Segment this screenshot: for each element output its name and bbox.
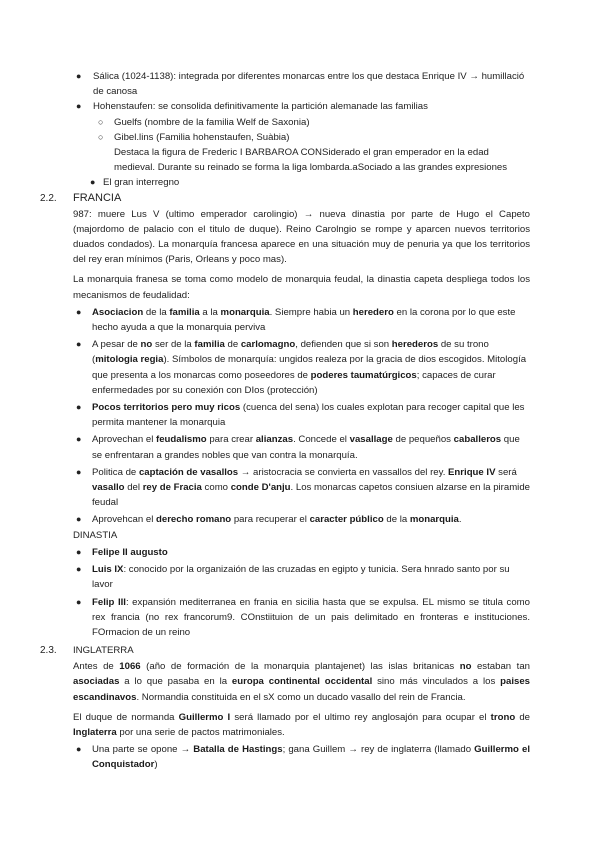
document-body (40, 69, 530, 773)
list-item-text: Pocos territorios pero muy ricos (cuenca del sena) los cuales explotan para recoger capital que les permita mantener la monarquia (92, 402, 525, 429)
bullet-icon: ● (76, 306, 82, 317)
section-title: FRANCIA (73, 191, 122, 204)
list-item-text: Aprovechan el feudalismo para crear alianzas. Concede el vasallage de pequeños caballeros que se enfrentaran a grandes nobles que van contra la monarquía. (92, 434, 520, 461)
francia-intro: 987: muere Lus V (ultimo emperador carolingio) → nueva dinastia por parte de Hugo el Capeto (majordomo de palacio con el titulo de duque). Reino Carolngio se rompe y aparcen nuevos territorios duados condados). La monarquía francesa aparece en una situación muy de penuria ya que los territorios del rey eran mínimos (Paris, Orleans y poco mas). (73, 208, 530, 266)
salica-text: Sálica (1024-1138): integrada por diferentes monarcas entre los que destaca Enrique IV → humillació de canosa (93, 71, 525, 98)
section-heading-inglaterra (40, 643, 530, 659)
list-item-gibellins (40, 130, 530, 145)
gibellins-text: Gibel.lins (Familia hohenstaufen, Suàbia) (114, 131, 290, 143)
list-item-text: Felip III: expansión mediterranea en frania en sicilia hasta que se expulsa. EL mismo se titula como rex francia (no rex francorum9. COnstiituion de un pais delimitado en fronteras e instituciones. FOrmacion de un reino (92, 596, 530, 638)
list-item-text: Asociacion de la familia a la monarquia. Siempre habia un heredero en la corona por lo que este hecho ayuda a que la monarquia perviva (92, 306, 516, 334)
hohenstaufen-text: Hohenstaufen: se consolida definitivamente la partición alemanade las familias (93, 101, 428, 113)
bullet-icon: ● (76, 514, 82, 525)
list-item (40, 742, 530, 772)
bullet-icon: ● (76, 339, 82, 350)
bullet-icon: ● (76, 546, 82, 557)
circle-bullet-icon: ○ (98, 131, 104, 142)
inglaterra-para-2: El duque de normanda Guillermo I será llamado por el ultimo rey anglosajón para ocupar el trono de Inglaterra por una serie de pactos matrimoniales. (73, 711, 530, 738)
guelfs-text: Guelfs (nombre de la familia Welf de Saxonia) (114, 116, 310, 128)
federico-text: Destaca la figura de Frederic I BARBAROA CONSiderado el gran emperador en la edad medieval. Durante su reinado se forma la liga lombarda.aSociado a las grandes expresiones (114, 147, 508, 174)
top-list (40, 69, 530, 191)
list-item-text: Politica de captación de vasallos → aristocracia se convierta en vassallos del rey. Enrique IV será vasallo del rey de Fracia como conde D'anju. Los monarcas capetos consiuen alzarse en la piramide feudal (92, 466, 530, 509)
interregno-text: El gran interregno (103, 177, 180, 189)
circle-bullet-icon: ○ (98, 116, 104, 127)
bullet-icon: ● (90, 177, 96, 188)
list-item-text: Luis IX: conocido por la organizaión de las cruzadas en egipto y tunicia. Sera hnrado santo por su lavor (92, 564, 510, 591)
list-item (40, 562, 530, 592)
bullet-icon: ● (76, 434, 82, 445)
inglaterra-list (40, 742, 530, 772)
list-item-text: Felipe II augusto (92, 546, 168, 558)
list-item (40, 305, 530, 335)
bullet-icon: ● (76, 101, 82, 112)
section-number: 2.2. (40, 192, 57, 204)
list-item (40, 400, 530, 430)
list-item-hohenstaufen (40, 99, 530, 114)
list-item-salica (40, 69, 530, 99)
francia-list (40, 305, 530, 528)
bullet-icon: ● (76, 71, 82, 81)
list-item (40, 432, 530, 462)
dinastia-label: DINASTIA (73, 529, 118, 541)
list-item-guelfs (40, 115, 530, 130)
section-heading-francia (40, 191, 530, 207)
list-item (40, 545, 530, 560)
list-item (40, 512, 530, 527)
list-item-text: A pesar de no ser de la familia de carlomagno, defienden que si son herederos de su trono (mitologia regia). Símbolos de monarquía: ungidos realeza por la gracia de dios escogidos. Mitología que presenta a los monarcas como poseedores de poderes taumatúrgicos; capaces de curar enfermedades por su conexión con DIos (protección) (92, 339, 527, 396)
bullet-icon: ● (76, 564, 82, 575)
bullet-icon: ● (76, 744, 82, 755)
list-item (40, 337, 530, 398)
section-title: INGLATERRA (73, 645, 134, 657)
list-item-interregno (40, 175, 530, 190)
list-item (40, 465, 530, 511)
list-item-text: Una parte se opone → Batalla de Hastings; gana Guillem → rey de inglaterra (llamado Guillermo el Conquistador) (92, 744, 530, 771)
list-item-text: Aprovehcan el derecho romano para recuperar el caracter público de la monarquia. (92, 514, 462, 526)
bullet-icon: ● (76, 466, 82, 477)
section-number: 2.3. (40, 645, 57, 657)
list-item (40, 595, 530, 641)
list-item-federico (40, 145, 530, 175)
inglaterra-para-1: Antes de 1066 (año de formación de la monarquia plantajenet) las islas britanicas no estaban tan asociadas a lo que pasaba en la europa continental occidental sino más vinculados a los paises escandinavos. Normandia constituida en el sX como un ducado vasallo del rein de Francia. (73, 661, 530, 703)
bullet-icon: ● (76, 596, 82, 607)
francia-model: La monarquia franesa se toma como modelo de monarquia feudal, la dinastia capeta despliega todos los mecanismos de feudalidad: (73, 274, 530, 301)
dinastia-list (40, 545, 530, 640)
bullet-icon: ● (76, 402, 82, 413)
